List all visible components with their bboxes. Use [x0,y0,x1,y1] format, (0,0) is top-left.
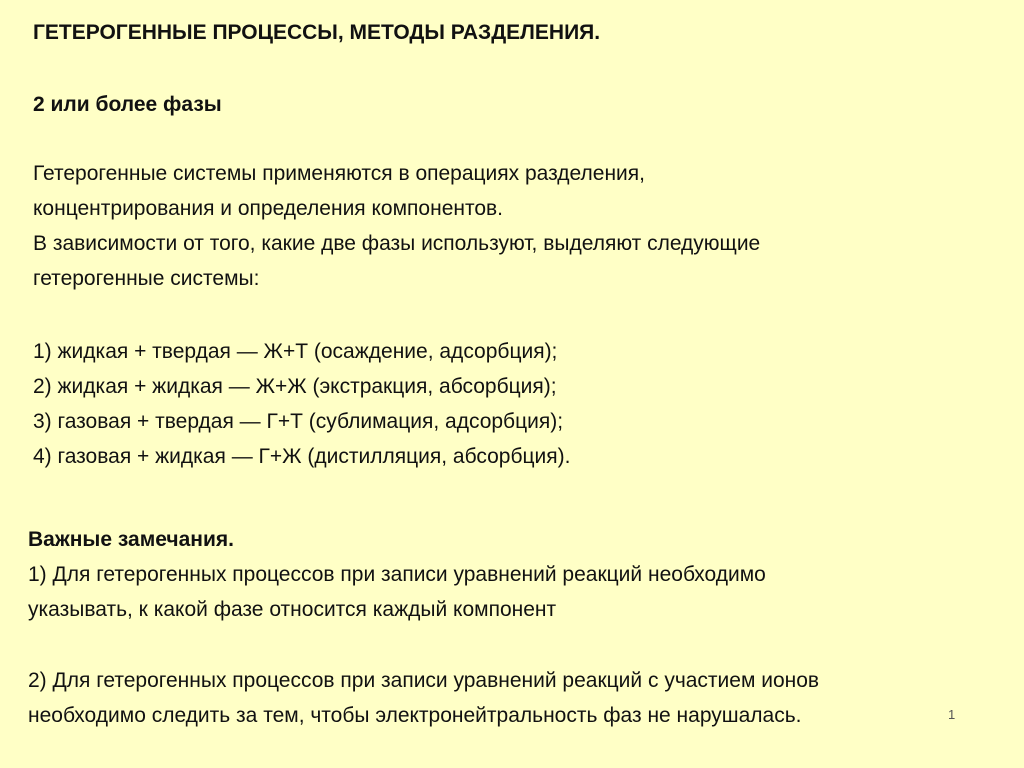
note-2-line: 2) Для гетерогенных процессов при записи уравнений реакций с участием ионов [28,669,820,692]
slide-number: 1 [948,707,956,722]
paragraph-line: Гетерогенные системы применяются в операциях разделения, [33,162,645,185]
notes-heading: Важные замечания. [28,528,234,551]
note-1-line: 1) Для гетерогенных процессов при записи уравнений реакций необходимо [28,563,766,586]
phases-subtitle: 2 или более фазы [33,93,222,116]
paragraph-line: В зависимости от того, какие две фазы используют, выделяют следующие [33,232,761,255]
paragraph-line: концентрирования и определения компонентов. [33,197,504,220]
note-2-line: необходимо следить за тем, чтобы электронейтральность фаз не нарушалась. [28,704,802,727]
paragraph-line: гетерогенные системы: [33,267,260,290]
note-1-line: указывать, к какой фазе относится каждый компонент [28,598,557,621]
system-item: 3) газовая + твердая — Г+Т (сублимация, адсорбция); [33,410,564,433]
system-item: 2) жидкая + жидкая — Ж+Ж (экстракция, абсорбция); [33,375,557,398]
slide-title: ГЕТЕРОГЕННЫЕ ПРОЦЕССЫ, МЕТОДЫ РАЗДЕЛЕНИЯ. [33,21,601,44]
system-item: 1) жидкая + твердая — Ж+Т (осаждение, адсорбция); [33,340,558,363]
system-item: 4) газовая + жидкая — Г+Ж (дистилляция, абсорбция). [33,445,571,468]
